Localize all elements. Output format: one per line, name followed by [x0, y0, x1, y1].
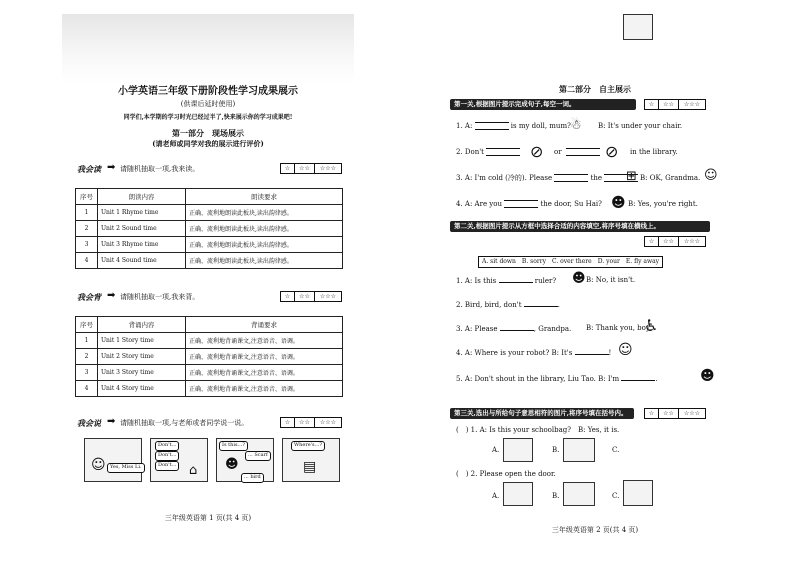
page-footer: 三年级英语第 2 页(共 4 页): [551, 526, 639, 534]
read-star-rating[interactable]: [280, 163, 342, 174]
robot-icon: ☺: [618, 342, 633, 358]
children-picture: [216, 438, 274, 482]
library-picture: [150, 438, 208, 482]
speech-bubble: ... Scarf: [245, 451, 271, 461]
q-prefix: 3. A: I'm cold (冷的). Please: [456, 174, 553, 182]
star-2[interactable]: ☆☆: [659, 100, 679, 109]
sec1-or: or: [554, 148, 562, 156]
door-picture-b[interactable]: [563, 482, 595, 506]
ruler-icon: ☻: [572, 271, 586, 286]
choice-b: B.: [552, 492, 560, 500]
speech-bubble: Is this...?: [219, 441, 248, 451]
star-2[interactable]: ☆☆: [295, 164, 315, 173]
star-3[interactable]: ☆☆☆: [319, 293, 337, 300]
arrow-icon: ➡: [107, 290, 116, 301]
arrow-icon: ➡: [107, 416, 116, 427]
choice-b: B.: [552, 446, 560, 454]
word-bank: A. sit down B. sorry C. over there D. your E. fly away: [478, 256, 663, 268]
table-row: [76, 205, 343, 221]
read-instruction: 请随机抽取一项,我来读。: [120, 165, 200, 173]
star-2[interactable]: ☆☆: [659, 237, 679, 246]
q-prefix: 4. A: Are you: [456, 200, 502, 208]
answer-line[interactable]: [486, 148, 520, 156]
star-3[interactable]: ☆☆☆: [683, 410, 701, 417]
cell: 1: [76, 205, 98, 221]
sec2-resp-3: B: Thank you, boy.: [586, 324, 652, 332]
speak-instruction: 请随机抽取一项,与老师或者同学说一说。: [120, 419, 249, 427]
star-2[interactable]: ☆☆: [295, 418, 315, 427]
header-cell: 朗读内容: [98, 189, 186, 205]
cell: Unit 4 Sound time: [98, 253, 186, 269]
cell: 1: [76, 333, 98, 349]
q-text: , Grandpa.: [533, 325, 572, 333]
cell: Unit 3 Story time: [98, 365, 186, 381]
choice-c: C.: [612, 446, 620, 454]
sec1-star-rating[interactable]: [644, 99, 706, 110]
sec3-question-1: ( ) 1. A: Is this your schoolbag? B: Yes, it is.: [456, 426, 620, 434]
answer-blank[interactable]: [621, 374, 658, 383]
read-table: [75, 188, 343, 269]
cell: 正确、流利地背诵课文,注意语音、语调。: [186, 365, 343, 381]
answer-blank[interactable]: [575, 348, 609, 355]
table-row: [76, 381, 343, 397]
star-3[interactable]: ☆☆☆: [319, 165, 337, 172]
choice-c: C.: [612, 492, 620, 500]
sec1-item-3: [456, 174, 638, 182]
cell: Unit 3 Rhyme time: [98, 237, 186, 253]
cell: 4: [76, 381, 98, 397]
q-text: 3. A: Please: [456, 325, 498, 333]
part-title: 第二部分 自主展示: [559, 84, 631, 94]
q-text: B: I'm: [598, 375, 620, 383]
schoolbag-picture-b[interactable]: [563, 438, 595, 462]
section-1-banner: 第一关,根据图片提示完成句子,每空一词。: [450, 99, 636, 110]
q-text: the door, Su Hai?: [540, 200, 602, 208]
answer-blank[interactable]: [499, 276, 533, 283]
choice-a: A.: [492, 446, 500, 454]
q-text: .: [655, 375, 658, 383]
sec1-resp-1: B: It's under your chair.: [598, 122, 683, 130]
part-note: (请老师或同学对我的展示进行评价): [152, 139, 264, 148]
q-prefix: 1. A:: [456, 122, 473, 130]
library-icon: ☻: [700, 368, 715, 384]
answer-line[interactable]: [475, 122, 509, 130]
star-1[interactable]: ☆: [281, 418, 295, 427]
room-picture: [282, 438, 340, 482]
no-eating-icon: ⊘: [530, 142, 544, 161]
choice-a: A.: [492, 492, 500, 500]
sec2-resp-1: B: No, it isn't.: [586, 276, 636, 284]
building-icon: ⌂: [189, 463, 198, 478]
q-text: 4. A: Where is your robot?: [456, 349, 550, 357]
cell: 3: [76, 237, 98, 253]
speech-bubble: Don't...: [155, 441, 179, 451]
answer-blank[interactable]: [500, 324, 534, 331]
sec2-item-5: [456, 374, 658, 383]
cell: 2: [76, 349, 98, 365]
page-title: 小学英语三年级下册阶段性学习成果展示: [118, 86, 298, 97]
page-1: [62, 14, 354, 546]
answer-line[interactable]: [504, 200, 538, 208]
q-text: ruler?: [534, 277, 557, 285]
q-prefix: 2. Don't: [456, 148, 484, 156]
sec1-resp-4: B: Yes, you're right.: [628, 200, 698, 208]
sec2-star-rating[interactable]: [644, 236, 706, 247]
teacher-icon: ☺: [91, 457, 106, 473]
sec2-item-3: [456, 324, 571, 333]
intro-text: 同学们,本学期的学习时光已经过半了,快来展示你的学习成果吧!: [123, 114, 293, 121]
speak-label: 我会说: [77, 418, 101, 428]
table-row: [76, 221, 343, 237]
sec2-item-4: [456, 348, 611, 357]
sec2-item-2: [456, 300, 560, 309]
star-1[interactable]: ☆: [645, 237, 659, 246]
recite-instruction: 请随机抽取一项,我来背。: [120, 293, 200, 301]
q-text: !: [608, 349, 612, 357]
star-1[interactable]: ☆: [281, 292, 295, 301]
classroom-picture: [84, 438, 142, 482]
answer-line[interactable]: [554, 174, 588, 182]
cell: Unit 4 Story time: [98, 381, 186, 397]
header-cell: 序号: [76, 189, 98, 205]
header-cell: 序号: [76, 317, 98, 333]
star-3[interactable]: ☆☆☆: [683, 238, 701, 245]
header-cell: 朗读要求: [186, 189, 343, 205]
no-talking-icon: ⊘: [605, 142, 619, 161]
section-2-banner: 第二关,根据图片提示从方框中选择合适的内容填空,将序号填在横线上。: [450, 221, 710, 232]
q-text: 2. Bird, bird, don't: [456, 301, 522, 309]
cell: 正确、流利地背诵课文,注意语音、语调。: [186, 349, 343, 365]
schoolbag-picture-c[interactable]: [623, 14, 653, 40]
sec1-resp-2: in the library.: [630, 148, 678, 156]
table-row: [76, 253, 343, 269]
speech-bubble: ... bird: [241, 473, 264, 483]
door-picture-c[interactable]: [623, 480, 653, 506]
cell: 2: [76, 221, 98, 237]
window-icon: ⊞: [626, 169, 637, 184]
girl-icon: ☻: [611, 195, 626, 211]
sec2-item-1: [456, 276, 556, 285]
header-cell: 背诵内容: [98, 317, 186, 333]
arrow-icon: ➡: [107, 162, 116, 173]
cell: Unit 1 Story time: [98, 333, 186, 349]
cell: 正确、流利地朗读此板块,读出韵律感。: [186, 253, 343, 269]
page-2: [448, 14, 742, 546]
cell: Unit 2 Sound time: [98, 221, 186, 237]
q-text: the: [590, 174, 603, 182]
cell: 正确、流利地背诵课文,注意语音、语调。: [186, 381, 343, 397]
sec3-question-2: ( ) 2. Please open the door.: [456, 470, 556, 478]
answer-line[interactable]: [566, 148, 600, 156]
speech-bubble: Yes, Miss Li.: [107, 463, 145, 473]
section-3-banner: 第三关,选出与所给句子意思相符的图片,将序号填在括号内。: [450, 408, 634, 419]
table-icon: ▤: [303, 459, 317, 475]
table-row: [76, 333, 343, 349]
table-header-row: [76, 189, 343, 205]
recite-table: [75, 316, 343, 397]
cell: 正确、流利地朗读此板块,读出韵律感。: [186, 205, 343, 221]
grandma-icon: ☺: [704, 168, 718, 183]
star-3[interactable]: ☆☆☆: [319, 419, 337, 426]
cell: Unit 1 Rhyme time: [98, 205, 186, 221]
speech-bubble: Don't...: [155, 461, 179, 471]
q-text: B: It's: [551, 349, 573, 357]
sec1-item-2: [456, 148, 520, 156]
q-text: is my doll, mum?: [510, 122, 571, 130]
sec1-item-4: [456, 200, 602, 208]
sec3-star-rating[interactable]: [644, 408, 706, 419]
recite-star-rating[interactable]: [280, 291, 342, 302]
read-label: 我会读: [77, 164, 101, 174]
table-row: [76, 365, 343, 381]
schoolbag-picture-a[interactable]: [503, 438, 533, 462]
door-picture-a[interactable]: [503, 482, 533, 506]
part-title: 第一部分 现场展示: [172, 128, 244, 138]
star-2[interactable]: ☆☆: [659, 409, 679, 418]
table-header-row: [76, 317, 343, 333]
speak-star-rating[interactable]: [280, 417, 342, 428]
cell: 正确、流利地背诵课文,注意语音、语调。: [186, 333, 343, 349]
doll-icon: ☃: [570, 118, 582, 133]
speech-bubble: Where's...?: [291, 441, 325, 451]
table-row: [76, 237, 343, 253]
cell: 正确、流利地朗读此板块,读出韵律感。: [186, 221, 343, 237]
star-1[interactable]: ☆: [281, 164, 295, 173]
recite-label: 我会背: [77, 292, 101, 302]
page-footer: 三年级英语第 1 页(共 4 页): [164, 514, 252, 522]
q-text: 5. A: Don't shout in the library, Liu Tao.: [456, 375, 596, 383]
table-row: [76, 349, 343, 365]
cell: 3: [76, 365, 98, 381]
cell: 4: [76, 253, 98, 269]
cell: Unit 2 Story time: [98, 349, 186, 365]
star-1[interactable]: ☆: [645, 100, 659, 109]
grandpa-icon: ♿: [644, 316, 659, 335]
star-2[interactable]: ☆☆: [295, 292, 315, 301]
child-icon: ☻: [225, 457, 239, 472]
speech-bubble: Don't...: [155, 451, 179, 461]
q-text: 1. A: Is this: [456, 277, 497, 285]
sec1-resp-3: B: OK, Grandma.: [640, 174, 701, 182]
page-subtitle: (供课后延时使用): [180, 100, 236, 108]
answer-blank[interactable]: [524, 300, 558, 307]
q-text: .: [557, 301, 560, 309]
cell: 正确、流利地朗读此板块,读出韵律感。: [186, 237, 343, 253]
header-cell: 背诵要求: [186, 317, 343, 333]
star-1[interactable]: ☆: [645, 409, 659, 418]
star-3[interactable]: ☆☆☆: [683, 101, 701, 108]
